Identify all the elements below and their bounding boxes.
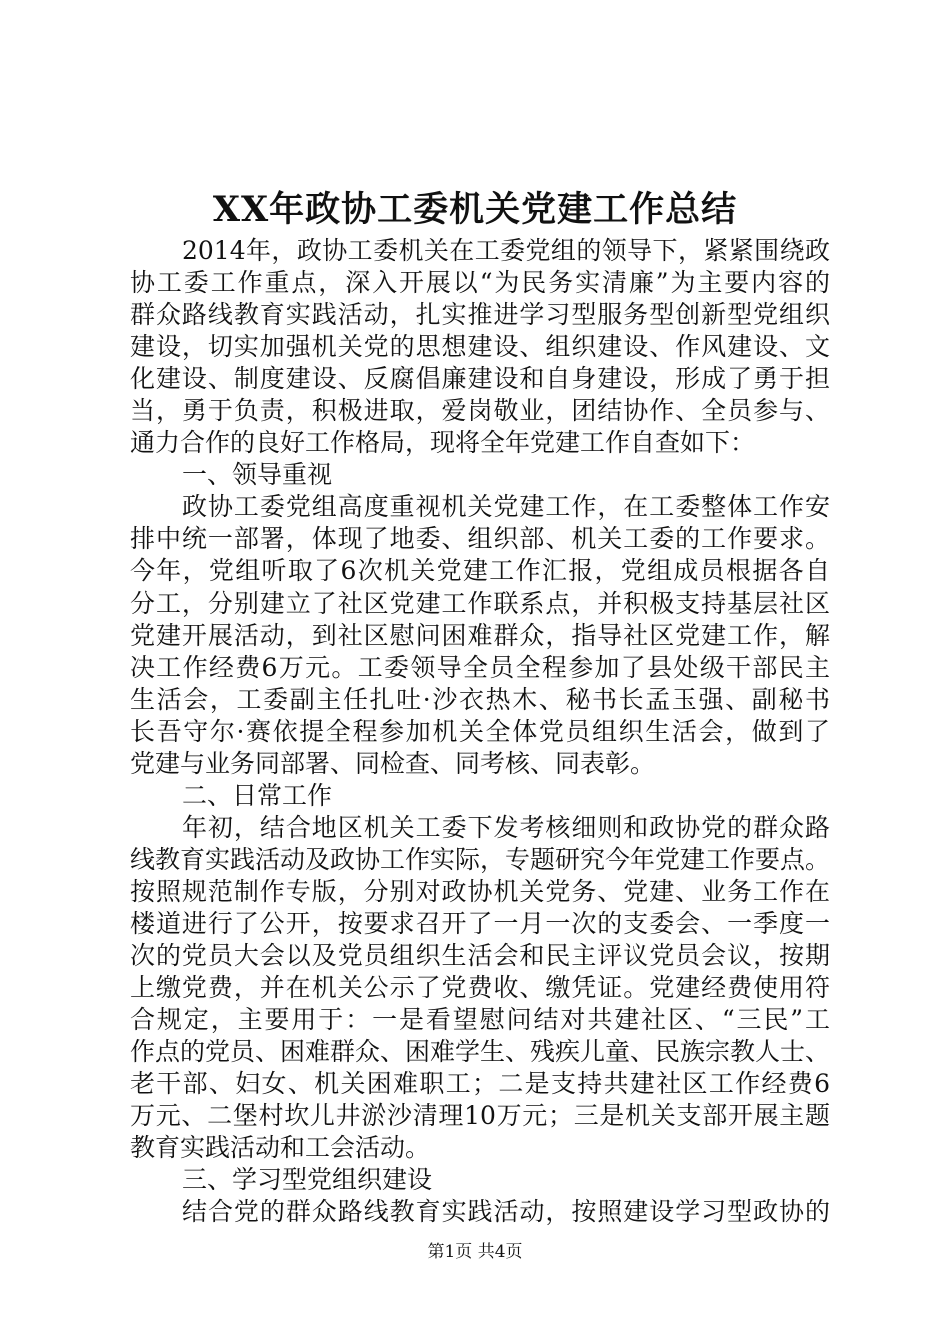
- body-line: 群众路线教育实践活动，扎实推进学习型服务型创新型党组织: [130, 300, 830, 330]
- body-line: 今年，党组听取了6次机关党建工作汇报，党组成员根据各自: [130, 556, 830, 586]
- body-line: 通力合作的良好工作格局，现将全年党建工作自查如下：: [130, 428, 756, 458]
- body-line: 长吾守尔·赛依提全程参加机关全体党员组织生活会，做到了: [130, 716, 830, 746]
- body-line: 2014年，政协工委机关在工委党组的领导下，紧紧围绕政: [182, 236, 830, 265]
- body-line: 按照规范制作专版，分别对政协机关党务、党建、业务工作在: [130, 876, 830, 906]
- body-line: 协工委工作重点，深入开展以“为民务实清廉”为主要内容的: [130, 268, 830, 298]
- page-number-footer: 第1页 共4页: [427, 1242, 523, 1262]
- section-heading: 三、学习型党组织建设: [182, 1165, 433, 1195]
- document-body: [130, 235, 830, 1228]
- body-line: 合规定，主要用于：一是看望慰问结对共建社区、“三民”工: [130, 1005, 830, 1035]
- document-title: XX年政协工委机关党建工作总结: [212, 189, 738, 230]
- body-line: 楼道进行了公开，按要求召开了一月一次的支委会、一季度一: [130, 908, 830, 938]
- body-line: 老干部、妇女、机关困难职工；二是支持共建社区工作经费6: [130, 1069, 830, 1099]
- body-line: 化建设、制度建设、反腐倡廉建设和自身建设，形成了勇于担: [130, 364, 830, 394]
- body-line: 次的党员大会以及党员组织生活会和民主评议党员会议，按期: [130, 941, 830, 971]
- body-line: 党建开展活动，到社区慰问困难群众，指导社区党建工作，解: [130, 620, 830, 650]
- body-line: 分工，分别建立了社区党建工作联系点，并积极支持基层社区: [130, 588, 830, 618]
- body-line: 党建与业务同部署、同检查、同考核、同表彰。: [130, 748, 656, 778]
- body-line: 万元、二堡村坎儿井淤沙清理10万元；三是机关支部开展主题: [130, 1101, 830, 1131]
- body-line: 线教育实践活动及政协工作实际，专题研究今年党建工作要点。: [130, 844, 831, 874]
- body-line: 排中统一部署，体现了地委、组织部、机关工委的工作要求。: [130, 524, 830, 554]
- body-line: 政协工委党组高度重视机关党建工作，在工委整体工作安: [182, 492, 830, 522]
- section-heading: 二、日常工作: [182, 780, 333, 810]
- body-line: 生活会，工委副主任扎吐·沙衣热木、秘书长孟玉强、副秘书: [130, 684, 830, 714]
- body-line: 上缴党费，并在机关公示了党费收、缴凭证。党建经费使用符: [130, 973, 830, 1003]
- body-line: 决工作经费6万元。工委领导全员全程参加了县处级干部民主: [130, 652, 830, 682]
- body-line: 教育实践活动和工会活动。: [130, 1133, 431, 1163]
- body-line: 建设，切实加强机关党的思想建设、组织建设、作风建设、文: [130, 332, 830, 362]
- section-heading: 一、领导重视: [182, 460, 333, 490]
- body-line: 结合党的群众路线教育实践活动，按照建设学习型政协的: [182, 1197, 830, 1227]
- body-line: 年初，结合地区机关工委下发考核细则和政协党的群众路: [182, 812, 830, 842]
- body-line: 当，勇于负责，积极进取，爱岗敬业，团结协作、全员参与、: [130, 396, 830, 426]
- body-line: 作点的党员、困难群众、困难学生、残疾儿童、民族宗教人士、: [130, 1037, 831, 1067]
